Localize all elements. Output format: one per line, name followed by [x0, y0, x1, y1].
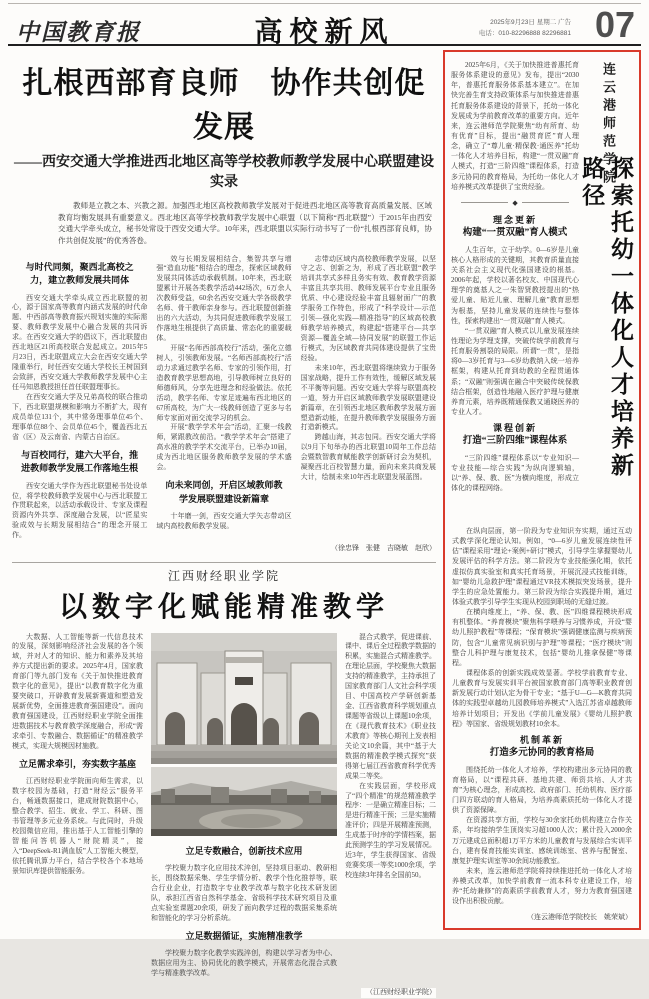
article2-paragraph: 大数据、人工智能等新一代信息技术的发展，深刻影响经济社会发展的各个领域，并对人才的知识、能力和素养及其培养方式提出新的要求。2025年4月，国家教育部门等九部门发布《关于加快推进教育数字化的意见》，提出“以教育数字化为重要突破口，开辟教育发展新赛道和塑造发展新优势，全面推进教育强国建设”。面向教育强国建设，江西财经职业学院全面推进数据技术与教育教学深度融合，形成“需求牵引、专数融合、数据循证”的精准教学模式，实现大规模因材施教。: [12, 632, 143, 750]
article1-paragraph: 开展“名师西部高校行”活动，强化立德树人，引领教师发展。“名师西部高校行”活动力求通过教学名师、专家的引领作用，打造教育教学思想高地，引导教师树立良好的师德师风，分享先进理念和经验做法。依托活动，教学名师、专家足迹遍布西北地区的67所高校，为广大一线教师创造了更多与名师专家面对面交流学习的机会。: [156, 343, 292, 422]
article2-paragraph: 江西财经职业学院面向师生需求，以数字校园为基础，打造“财经云”服务平台，畅通数据接口，建成财院数据中心，整合教学、招生、就业、学工、科研、图书管理等多元业务系统。与此同时，升级校园微信应用，推出基于人工智能引擎的智能问答机器人“财院精灵”，接入“DeepSeek-R1满血版”人工智能大模型，依托腾讯算力平台，结合学校各个本地场景知识库提供智能服务。: [12, 777, 143, 875]
campus-gate-illustration: [151, 633, 337, 764]
article1-subtitle: ——西安交通大学推进西北地区高等学校教师教学发展中心联盟建设实录: [14, 155, 434, 190]
page-header: [14, 4, 635, 48]
article3-paragraph: 在资源共享方面，学校与30余家托幼机构建立合作关系，年均接纳学生顶岗实习超1000人次；累计投入2000余万元建成总面积超1万平方米的儿童教育与发展综合实训平台，建有保育技能实训室、感统训练室、营养与配餐室、康复护理实训室等30余间功能教室。: [452, 816, 632, 865]
article2-kicker: 江西财经职业学院: [167, 568, 280, 583]
article3-paragraph: 在横向维度上，“养、保、教、医”四维课程模块形成有机整体。“养育模块”聚焦科学喂养与习惯养成，开设“婴幼儿照护教程”等课程；“保育模块”强调健康监测与疾病预防，包含“儿童常见病识别与护理”等课程；“医疗模块”则整合儿科护理与康复技术，包括“婴幼儿推拿保健”等课程。: [452, 608, 632, 667]
article3-paragraph: “一贯双融”育人模式以儿童发展连续性理论为学理支撑，突破传统学前教育与托育服务割裂的局限。所谓“一贯”，是指将0—3岁托育与3—6岁幼教纳入统一培养框架，构建从托育到幼教的全程贯通体系；“双融”则强调在融合中突破传统保教结合框架，创造性地融入医疗护理与健康养育元素，培养既精通保教又通晓医养的专业人才。: [451, 326, 579, 417]
masthead-logo: 中国教育报: [16, 20, 141, 45]
article1-subhead-1: 与时代同频，聚西北高校之力，建立教师发展共同体: [25, 261, 134, 285]
article2-paragraph: 在实践层面，学校形成了“四个精准”的规范精准教学程序：一是确立精准目标；二是进行精准干预；三是实施精准评价；四是开展精准预测，生成基于时序的学情档案，据此预测学生的学习发展情况。近3年，学生获得国家、省级竞赛奖项一等奖1000余项，学校连续3年排名全国前50。: [345, 781, 436, 879]
article1-paragraph: 西安交通大学牵头成立西北联盟的初心，源于国家高等教育内涵式发展的时代命题、中西部高等教育振兴规划实施的实际需要、教师教学发展中心融合发展的共同诉求。在西安交通大学的倡议下，西北联盟由西北地区21所高校联合发起成立。2015年5月23日，西北联盟成立大会在西安交通大学隆重举行，时任西安交通大学校长王树国到会致辞，西安交通大学教师教学发展中心主任马知恩教授担任首任联盟理事长。: [12, 293, 148, 391]
article1-paragraph: 西安交通大学作为西北联盟秘书处设单位，将学校教师教学发展中心与西北联盟工作贯联起来，以活动承载设计、专家及课程资源内外共享、深度融合发展，以“匠星实验成效与长期发展相结合”的理念开展工作。: [12, 481, 148, 540]
diamond-icon: ◆: [512, 198, 518, 207]
campus-gate-photo: [151, 633, 337, 764]
article-jxcvc-digital: [12, 567, 436, 999]
article2-columns: [12, 633, 436, 999]
article3-lead: 2025年6月，《关于加快推进普惠托育服务体系建设的意见》发布，提出“2030年，普惠托育服务体系基本建立”。在加快完善生育支持政策体系与加快推进普惠托育服务体系建设的背景下，托幼一体化发展成为学前教育改革的重要方向。近年来，连云港师范学院聚焦“幼有所育、幼有优育”目标，提出“融贯育匠”育人理念，确立了“尊儿童·精保教·通医养”托幼一体化人才培养目标，构建“一贯双融”育人模式，打造“三阶四维”课程体系，打造多元协同的教育格局，为托幼一体化人才培养模式改革提供了宝贵经验。: [451, 61, 579, 191]
article2-byline: （江西财经职业学院）: [361, 988, 436, 998]
article1-paragraph: 跨越山海，其志包同。西安交通大学将以9月下旬举办的西北联盟10周年工作总结会暨数智教育赋能教学创新研讨会为契机，凝聚西北百校智慧力量，面向未来共商发展大计，绘制未来10年西北联盟发展蓝图。: [300, 433, 436, 482]
article2-headline: 以数字化赋能精准教学: [58, 591, 389, 623]
article2-paragraph: 学校聚力数字化应用技术淬创，坚持项目驱动、教研相长，围绕数据采集、学生学情分析、教学个性化推荐等，联合行业企业，打造数字专业教学改革与数字化技术研发团队，承担江西省自然科学基金、省级科学技术研究项目及重点实验室课题20余项，研发了面向教学过程的数据采集系统和智能化的学习分析系统。: [151, 864, 337, 922]
article3-subhead-3: 机制革新 打造多元协同的教育格局: [489, 734, 595, 758]
divider-line: [522, 202, 569, 203]
campus-panorama-illustration: [151, 767, 337, 836]
article2-paragraph: 混合式教学，促进课前、课中、课后全过程教学数据的积累，实施混合式精准教学。在理论层面，学校聚焦大数据支持的精准教学，主持承担了国家教育部门人文社会科学项目、中国高校产学研创新基金、江西省教育科学规划重点课题等省级以上课题10余项，在《现代教育技术》《职业技术教育》等核心期刊上发表相关论文10余篇，其中“基于大数据的精准教学模式探究”获得第七届江西省教育科学优秀成果二等奖。: [345, 632, 436, 780]
article1-subhead-3: 向未来同创，开启区域教师教学发展联盟建设新篇章: [165, 480, 283, 504]
article-lygnu-feature: [443, 50, 641, 930]
article3-paragraph: 人生百年，立于幼学。0—6岁是儿童核心人格形成的关键期，其教育质量直接关系社会主义现代化强国建设的根基。2006年起，学校以著名校友、中国现代心理学的奠基人之一朱智贤教授提出的“热爱儿童、贴近儿童、理解儿童”教育思想为根基，坚持儿童发展的连续性与整体性，探索构建出“一贯双融”育人模式。: [451, 245, 579, 325]
article2-photo-column: [151, 633, 337, 999]
article3-narrow-column: [451, 60, 579, 518]
page-number: 07: [594, 4, 635, 45]
top-hairline: [8, 3, 641, 4]
issue-meta: [479, 17, 571, 39]
date-line: 2025年9月23日 星期二 广告: [490, 19, 571, 26]
article3-paragraph: 在纵向层面，第一阶段为专业知识夯实期，通过互动式教学深化理论认知。例如，“0—6岁儿童发展连续性评估”课程采用“理论+案例+研讨”模式，引导学生掌握婴幼儿发展评估的科学方法。第二阶段为专业技能强化期，依托虚拟仿真实验室和真实托育场景，开展沉浸式技能训练，如“婴幼儿急救护理”课程通过VR技术模拟突发场景，提升学生的应急处置能力。第三阶段为综合实践提升期，通过体验式教学引导学生实现从校园到职场的无缝过渡。: [452, 527, 632, 606]
header-rule: [8, 44, 641, 46]
article1-lead: 教师是立教之本、兴教之源。加强西北地区高校教师教学发展对于促进西北地区高等教育高质量发展、区域教育均衡发展具有重要意义。西北地区高等学校教师教学发展中心联盟（以下简称“西北联盟”）于2015年由西安交通大学牵头成立，秘书处常设于西安交通大学。10年来，西北联盟以实际行动书写了一份“扎根西部育良师，协作共创促发展”的优秀答卷。: [58, 201, 432, 245]
campus-panorama-photo: [151, 767, 337, 836]
section-divider: [12, 562, 436, 563]
article3-vertical-headline: 探索托幼一体化人才培养新路径: [579, 156, 633, 480]
article3-byline: （连云港师范学院校长 姚荣斌）: [522, 912, 632, 922]
phone-line: 电话：010-82296888 82296881: [478, 30, 571, 38]
left-column-region: [12, 50, 436, 996]
article1-paragraph: 未来10年，西北联盟将继续致力于服务国家战略，提升工作有效性，缓解区域发展不平衡等问题。西安交通大学将与联盟高校一道，努力开启区域教师教学发展联盟建设新篇章，在引领西北地区教师教学发展方面塑造新动能，在提升教师教学发展服务方面打造新模式。: [300, 363, 436, 432]
article2-subhead-3: 立足数据循证，实施精准教学: [185, 930, 303, 941]
article1-subhead-2: 与百校同行，建六大平台，推进教师教学发展工作落地生根: [21, 449, 139, 474]
article3-paragraph: 课程体系的创新实践成效显著。学校学前教育专业、儿童教育与发展实训平台被国家教育部门高等职业教育创新发展行动计划认定为骨干专业；“基于U—G—K教育共同体的实践型卓越幼儿园教师培养模式”入选江苏省卓越教师培养计划项目；开发出《学前儿童发展》《婴幼儿照护教程》等国家、省级规划教材10余本。: [452, 668, 632, 728]
article1-paragraph: 效与长期发展相结合，集智共享与增强“造血功能”相结合的理念，探索区域教师发展共同体活动承载机制。10年来，西北联盟累计开展各类教学活动442场次，6万余人次教师受益，60余名西安交通大学各级教学名师、骨干教师亲身参与。西北联盟创新推出的六大活动，为共同促进教师教学发展工作落地生根提供了高质量、常态化的重要载体。: [156, 254, 292, 342]
article1-columns: [12, 255, 436, 555]
article2-subhead-2: 立足专数融合，创新技术应用: [185, 845, 303, 856]
article2-subhead-1: 立足需求牵引，夯实数字基座: [18, 758, 136, 769]
article1-paragraph: 开展“教学学术年会”活动，汇聚一线教师，紧跟教改前沿。“教学学术年会”搭建了高水准的教学学术交流平台，已举办10届，成为西北地区服务教师教学发展的学术盛会。: [156, 423, 292, 472]
article1-paragraph: 在西安交通大学及兄弟高校的联合推动下，西北联盟规模和影响力不断扩大，现有成员单位131个，其中常务理事单位45个、理事单位88个、会员单位45个，覆盖西北五省（区）及云南省、内蒙古自治区。: [12, 392, 148, 441]
article2-col1: [12, 633, 143, 999]
section-title: 高校新风: [254, 17, 395, 48]
article3-paragraph: “三阶四维”课程体系以“专业知识—专业技能—综合实践”为纵向逻辑轴，以“养、保、教、医”为横向维度，形成立体化的课程网络。: [451, 453, 579, 493]
article3-lower: [452, 526, 632, 923]
article2-paragraph: 学校聚力数字化教学实践淬创，构建以学习者为中心、数据应用为主、协同优化的教学模式，开展常态化混合式教学与精准教学改革。: [151, 949, 337, 977]
article1-col1: [12, 255, 147, 555]
article3-subhead-1: 理念更新 构建“一贯双融”育人模式: [462, 214, 568, 239]
article1-paragraph: 十年磨一剑，西安交通大学矢志带动区域内高校教师教学发展。: [156, 512, 292, 531]
divider-line: [461, 202, 508, 203]
article1-col3: [301, 255, 436, 555]
article3-paragraph: 未来，连云港师范学院将持续推进托幼一体化人才培养模式改革，加快学前教育一流本科专业建设工作，培养“托幼兼修”的高素质学前教育人才，努力为教育强国建设作出积极贡献。: [452, 867, 632, 906]
article3-upper: [445, 52, 639, 524]
article1-col2: [156, 255, 291, 555]
article1-paragraph: 志带动区域内高校教师教学发展，以坚守之志、创新之为，形成了西北联盟“教学培训共享式多样且务实有效、教育教学资源丰富且共享共用、教师发展平台专业且服务优质、中心建设经验丰富且辐射面广”的教学服务工作特色，形成了“科学设计—示范引领—强化实践—精准指导”的区域高校教师教学培养模式，构建起“搭建平台—共享资源—覆盖全域—协同发展”的联盟工作运行模式，为区域教育共同体建设提供了宝贵经验。: [300, 254, 436, 362]
article3-paragraph: 围绕托幼一体化人才培养，学校构建出多元协同的教育格局，以“课程共研、基地共建、师资共培、人才共育”为核心理念，形成高校、政府部门、托幼机构、医疗部门四方联动的育人格局，为培养高素质托幼一体化人才提供了资源保障。: [452, 765, 632, 815]
article2-col3: [345, 633, 436, 999]
article-xjtu-alliance: [12, 58, 436, 555]
article1-byline: （徐忠锋 张健 吉晓敏 赵欣）: [326, 544, 436, 554]
article3-kicker: 连云港师范学院: [601, 62, 616, 188]
star-divider: [461, 198, 569, 208]
article2-col2: [151, 839, 337, 999]
article3-subhead-2: 课程创新 打造“三阶四维”课程体系: [462, 423, 568, 447]
article1-headline: 扎根西部育良师 协作共创促发展: [22, 67, 426, 144]
